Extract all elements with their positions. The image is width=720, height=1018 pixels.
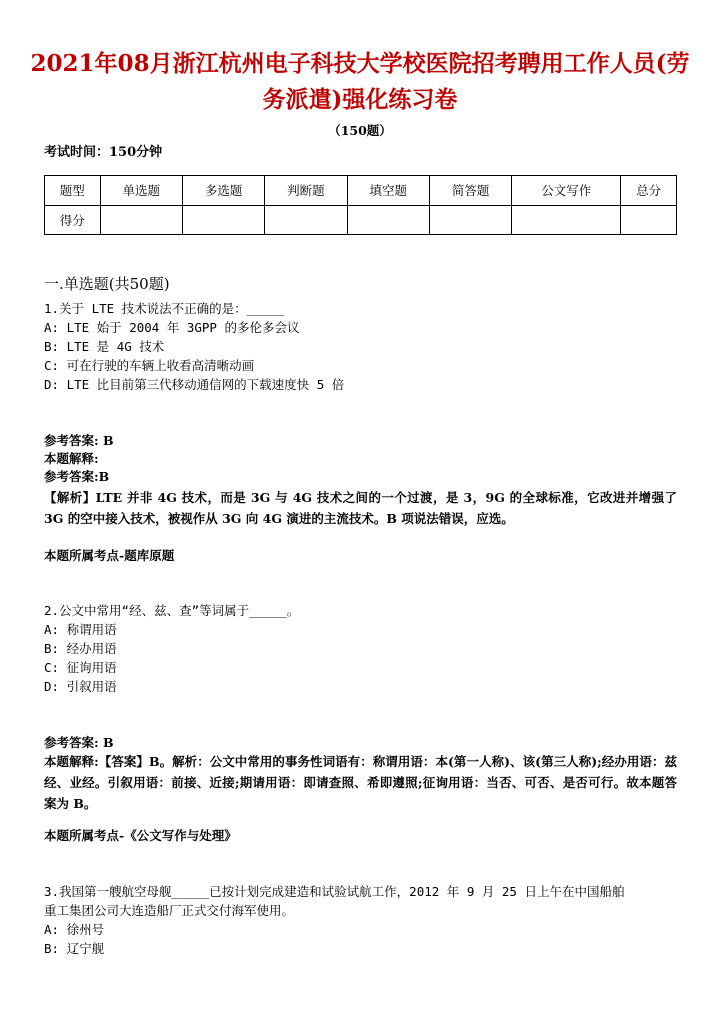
reference-answer: 参考答案:B xyxy=(44,469,110,484)
question-count: （150题） xyxy=(328,123,392,138)
header-cell: 题型 xyxy=(45,176,101,206)
header-cell: 判断题 xyxy=(265,176,347,206)
question-2 xyxy=(44,601,684,696)
score-cell xyxy=(512,205,621,235)
question-stem: 重工集团公司大连造船厂正式交付海军使用。 xyxy=(44,903,295,918)
option-a: A: LTE 始于 2004 年 3GPP 的多伦多会议 xyxy=(44,320,300,335)
question-1 xyxy=(44,299,684,394)
header-cell: 单选题 xyxy=(100,176,182,206)
question-3 xyxy=(44,882,684,958)
exam-time: 考试时间：150分钟 xyxy=(44,145,163,160)
option-b: B: 经办用语 xyxy=(44,641,117,656)
header-cell: 公文写作 xyxy=(512,176,621,206)
explanation-1: 【解析】LTE 并非 4G 技术，而是 3G 与 4G 技术之间的一个过渡，是 3，9G 的全球标准，它改进并增强了 3G 的空中接入技术，被视作从 3G 向 4G 演进的主流技术。B 项说法错误，应选。 xyxy=(44,490,677,526)
score-cell xyxy=(347,205,429,235)
section-title: 一.单选题(共50题) xyxy=(44,275,170,293)
header-cell: 填空题 xyxy=(347,176,429,206)
option-a: A: 徐州号 xyxy=(44,922,105,937)
answer-block-1 xyxy=(44,432,684,486)
option-d: D: LTE 比目前第三代移动通信网的下载速度快 5 倍 xyxy=(44,377,345,392)
score-cell xyxy=(429,205,511,235)
knowledge-point-1: 本题所属考点-题库原题 xyxy=(44,548,175,563)
score-cell xyxy=(621,205,677,235)
score-table-score-row xyxy=(45,205,677,235)
header-cell: 简答题 xyxy=(429,176,511,206)
explanation-2: 本题解释:【答案】B。解析：公文中常用的事务性词语有：称谓用语：本(第一人称)、该(第三人称);经办用语：兹经、业经。引叙用语：前接、近接;期请用语：即请查照、希即遵照;征询用语：当否、可否、是否可行。故本题答案为 B。 xyxy=(44,754,677,811)
reference-answer: 参考答案: B xyxy=(44,433,114,448)
answer-block-2 xyxy=(44,734,684,752)
option-b: B: 辽宁舰 xyxy=(44,941,105,956)
analysis-label: 本题解释: xyxy=(44,451,99,466)
option-d: D: 引叙用语 xyxy=(44,679,117,694)
score-cell xyxy=(265,205,347,235)
header-cell: 多选题 xyxy=(182,176,264,206)
score-cell xyxy=(182,205,264,235)
row-label-cell: 得分 xyxy=(45,205,101,235)
option-a: A: 称谓用语 xyxy=(44,622,117,637)
document-title: 2021年08月浙江杭州电子科技大学校医院招考聘用工作人员(劳务派遣)强化练习卷 xyxy=(30,50,690,113)
score-table-header-row xyxy=(45,176,677,206)
question-stem: 1.关于 LTE 技术说法不正确的是：_____ xyxy=(44,301,285,316)
header-cell: 总分 xyxy=(621,176,677,206)
option-c: C: 征询用语 xyxy=(44,660,117,675)
reference-answer: 参考答案: B xyxy=(44,735,114,750)
score-table xyxy=(44,175,677,235)
option-c: C: 可在行驶的车辆上收看高清晰动画 xyxy=(44,358,255,373)
question-stem: 2.公文中常用“经、兹、查”等词属于_____。 xyxy=(44,603,300,618)
knowledge-point-2: 本题所属考点-《公文写作与处理》 xyxy=(44,828,237,843)
score-cell xyxy=(100,205,182,235)
option-b: B: LTE 是 4G 技术 xyxy=(44,339,165,354)
question-stem: 3.我国第一艘航空母舰_____已按计划完成建造和试验试航工作，2012 年 9 月 25 日上午在中国船舶 xyxy=(44,884,625,899)
